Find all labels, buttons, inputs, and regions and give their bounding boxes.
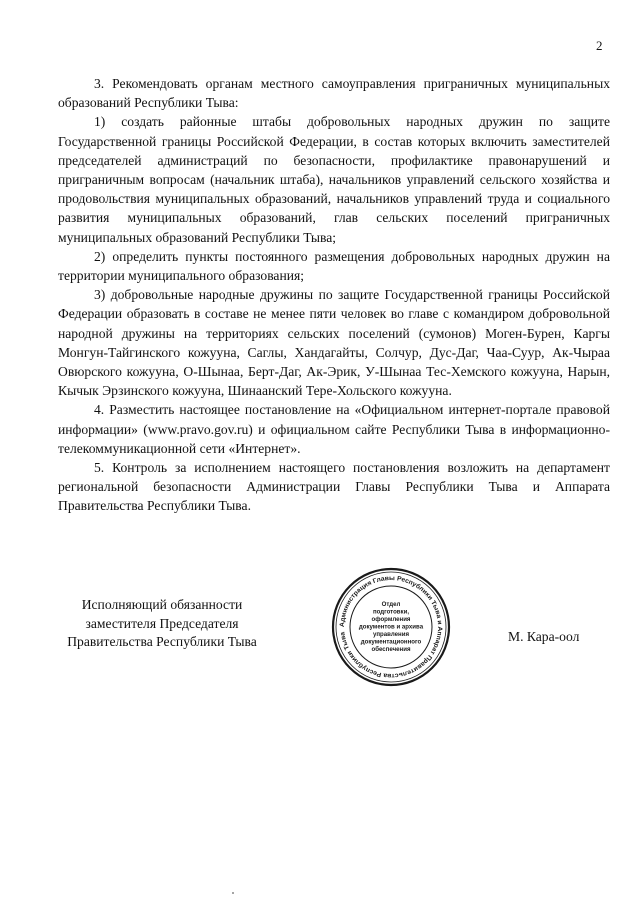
official-seal-stamp <box>330 566 452 688</box>
signer-position <box>54 596 270 652</box>
paragraph-subitem-1: 1) создать районные штабы добровольных народных дружин по защите Государственной границы Российской Федерации, в состав которых включить заместителей председателей администраций по безопасности, профилактике правонарушений и приграничным вопросам (начальник штаба), начальников управлений сельского хозяйства и продовольствия муниципальных образований, начальников управлений труда и социального развития муниципальных образований, глав сельских поселений приграничных муниципальных образований Республики Тыва; <box>58 114 610 245</box>
svg-text:документов и архива: документов и архива <box>358 623 424 631</box>
scan-speck <box>232 892 234 894</box>
svg-text:подготовки,: подготовки, <box>372 608 410 616</box>
signer-position-line: Правительства Республики Тыва <box>67 634 257 649</box>
paragraph-item-3: 3. Рекомендовать органам местного самоуправления приграничных муниципальных образований Республики Тыва: <box>58 76 610 111</box>
paragraph-subitem-2: 2) определить пункты постоянного размещения добровольных народных дружин на территории муниципального образования; <box>58 248 610 284</box>
signer-name: М. Кара-оол <box>508 629 580 644</box>
svg-text:оформления: оформления <box>371 616 411 623</box>
svg-text:обеспечения: обеспечения <box>371 646 411 653</box>
document-body <box>58 74 610 516</box>
page-number: 2 <box>596 38 603 53</box>
paragraph-item-4: 4. Разместить настоящее постановление на «Официальном интернет-портале правовой информации» (www.pravo.gov.ru) и официальном сайте Республики Тыва в информационно-телекоммуникационной сети «Интернет». <box>58 402 610 456</box>
svg-text:документационного: документационного <box>360 638 422 646</box>
svg-text:Отдел: Отдел <box>381 601 401 608</box>
signer-position-line: Исполняющий обязанности <box>81 597 243 612</box>
signer-position-line: заместителя Председателя <box>85 615 239 631</box>
paragraph-item-5: 5. Контроль за исполнением настоящего постановления возложить на департамент региональной безопасности Администрации Главы Республики Тыва и Аппарата Правительства Республики Тыва. <box>58 460 610 514</box>
paragraph-subitem-3: 3) добровольные народные дружины по защите Государственной границы Российской Федерации образовать в составе не менее пяти человек во главе с командиром добровольной народной дружины на территориях сельских поселений (сумонов) Моген-Бурен, Каргы Монгун-Тайгинского кожууна, Саглы, Хандагайты, Солчур, Дус-Даг, Чаа-Суур, Ак-Чыраа Овюрского кожууна, О-Шынаа, Берт-Даг, Ак-Эрик, У-Шынаа Тес-Хемского кожууна, Нарын, Кычык Эрзинского кожууна, Шинаанский Тере-Хольского кожууна. <box>58 287 610 399</box>
svg-text:управления: управления <box>372 631 410 638</box>
svg-text:Администрация Главы Республики: Администрация Главы Республики Тыва и Аппарат Правительства Республики Тыва <box>338 574 444 680</box>
